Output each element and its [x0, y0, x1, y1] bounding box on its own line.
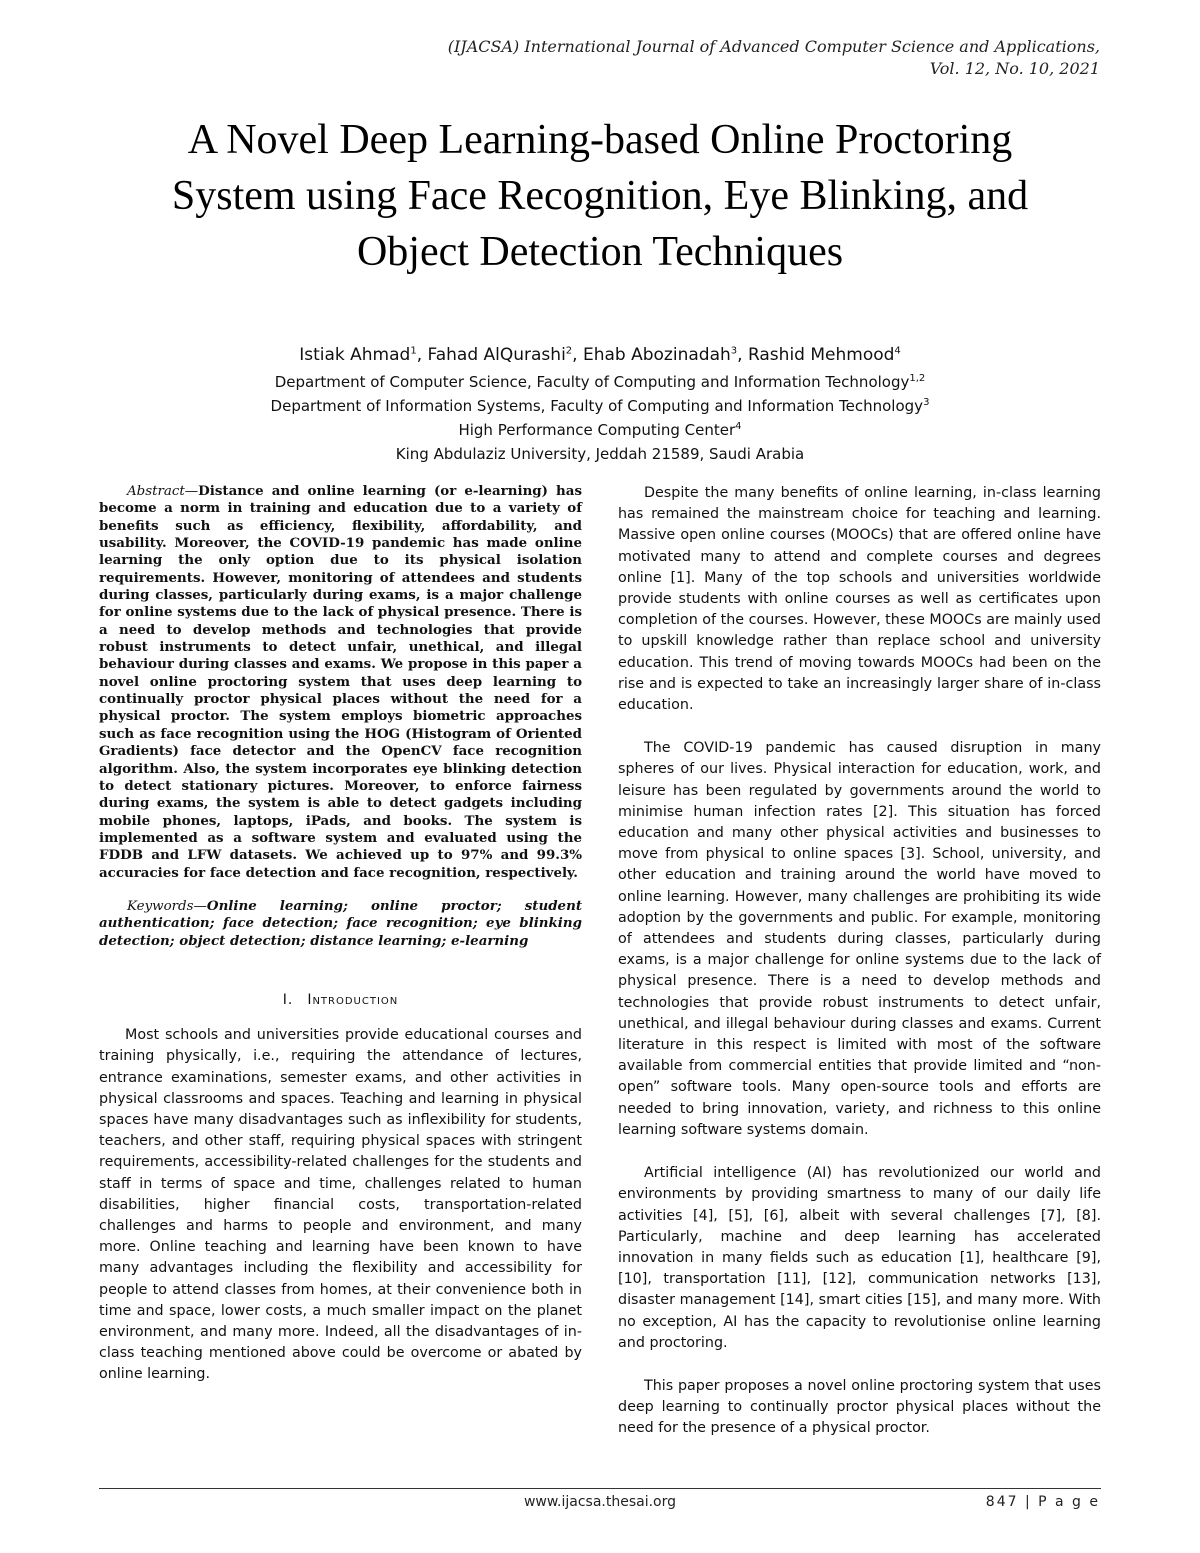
- keywords-text: Online learning; online proctor; student authentication; face detection; face recognition; eye blinking detection; object detection; distance learning; e-learning: [99, 897, 582, 949]
- title-line-2: System using Face Recognition, Eye Blinking, and: [171, 173, 1029, 219]
- section-heading-introduction: [99, 990, 582, 1011]
- author-separator: ,: [737, 345, 748, 365]
- body-paragraph-2: The COVID-19 pandemic has caused disruption in many spheres of our lives. Physical interaction for education, work, and leisure has been regulated by governments around the world to minimise human infection rates [2]. This situation has forced education and many other physical activities and businesses to move from physical to online spaces [3]. School, university, and other education and training around the world have moved to online learning. However, many challenges are prohibiting its wide adoption by the governments and public. For example, monitoring of attendees and students during classes, particularly during exams, is a major challenge for online systems due to the lack of physical presence. There is a need to develop methods and technologies that provide robust instruments to detect unfair, unethical, and illegal behaviour during classes and exams. Current literature in this respect is limited with most of the software available from commercial entities that provide limited and “non-open” software tools. Many open-source tools and efforts are needed to bring innovation, variety, and richness to this online learning software systems domain.: [618, 740, 1101, 1138]
- author-name: Istiak Ahmad: [299, 345, 411, 365]
- footer-divider: [99, 1488, 1101, 1489]
- author-superscript: 1: [410, 345, 417, 357]
- journal-header: [448, 36, 1100, 80]
- right-column: [618, 483, 1101, 1462]
- author-superscript: 4: [894, 345, 901, 357]
- author-list: [100, 340, 1100, 370]
- affiliation-1: [100, 370, 1100, 394]
- left-column: [99, 483, 582, 1408]
- affiliation-text: Department of Computer Science, Faculty of Computing and Information Technology: [274, 373, 910, 391]
- section-title: Introduction: [307, 991, 399, 1008]
- abstract: [99, 483, 582, 882]
- page-number: 847 | P a g e: [985, 1494, 1100, 1510]
- author-name: Rashid Mehmood: [747, 345, 895, 365]
- title-line-1: A Novel Deep Learning-based Online Proctoring: [187, 117, 1013, 163]
- footer-url: www.ijacsa.thesai.org: [523, 1494, 677, 1510]
- affiliation-2: [100, 394, 1100, 418]
- journal-volume: Vol. 12, No. 10, 2021: [929, 59, 1100, 78]
- affiliation-4: King Abdulaziz University, Jeddah 21589, Saudi Arabia: [395, 445, 805, 463]
- body-paragraph-1: Despite the many benefits of online learning, in-class learning has remained the mainstream choice for teaching and learning. Massive open online courses (MOOCs) that are offered online have motivated many to attend and complete courses and degrees online [1]. Many of the top schools and universities worldwide provide students with online courses as well as certificates upon completion of the courses. However, these MOOCs are mainly used to upskill knowledge rather than replace school and university education. This trend of moving towards MOOCs had been on the rise and is expected to take an increasingly larger share of in-class education.: [618, 485, 1101, 714]
- journal-name: (IJACSA) International Journal of Advanced Computer Science and Applications,: [447, 37, 1100, 56]
- section-number: I.: [282, 991, 294, 1008]
- abstract-label: Abstract—: [127, 484, 199, 499]
- body-paragraph-3: Artificial intelligence (AI) has revolutionized our world and environments by providing smartness to many of our daily life activities [4], [5], [6], albeit with several challenges [7], [8]. Particularly, machine and deep learning has accelerated innovation in many fields such as education [1], healthcare [9], [10], transportation [11], [12], communication networks [13], disaster management [14], smart cities [15], and many more. With no exception, AI has the capacity to revolutionise online learning and proctoring.: [618, 1165, 1101, 1351]
- author-separator: ,: [572, 345, 583, 365]
- author-name: Fahad AlQurashi: [427, 345, 566, 365]
- keywords: [99, 898, 582, 950]
- affiliation-superscript: 3: [923, 397, 930, 408]
- author-superscript: 2: [565, 345, 573, 357]
- title-line-3: Object Detection Techniques: [356, 229, 844, 275]
- keywords-label: Keywords—: [127, 898, 207, 914]
- affiliation-text: High Performance Computing Center: [458, 421, 736, 439]
- intro-paragraph-1: Most schools and universities provide educational courses and training physically, i.e., requiring the attendance of lectures, entrance examinations, semester exams, and other activities in physical classrooms and spaces. Teaching and learning in physical spaces have many disadvantages such as inflexibility for students, teachers, and other staff, requiring physical spaces with stringent requirements, accessibility-related challenges for the students and staff in terms of space and time, challenges related to human disabilities, higher financial costs, transportation-related challenges and harms to people and environment, and many more. Online teaching and learning have been known to have many advantages including the flexibility and accessibility for people to attend classes from homes, at their convenience both in time and space, lower costs, a much smaller impact on the planet environment, and many more. Indeed, all the disadvantages of in-class teaching mentioned above could be overcome or abated by online learning.: [99, 1027, 582, 1383]
- author-name: Ehab Abozinadah: [582, 345, 731, 365]
- abstract-text: Distance and online learning (or e-learning) has become a norm in training and education due to a variety of benefits such as efficiency, flexibility, affordability, and usability. Moreover, the COVID-19 pandemic has made online learning the only option due to its physical isolation requirements. However, monitoring of attendees and students during classes, particularly during exams, is a major challenge for online systems due to the lack of physical presence. There is a need to develop methods and technologies that provide robust instruments to detect unfair, unethical, and illegal behaviour during classes and exams. We propose in this paper a novel online proctoring system that uses deep learning to continually proctor physical places without the need for a physical proctor. The system employs biometric approaches such as face recognition using the HOG (Histogram of Oriented Gradients) face detector and the OpenCV face recognition algorithm. Also, the system incorporates eye blinking detection to detect stationary pictures. Moreover, to enforce fairness during exams, the system is able to detect gadgets including mobile phones, laptops, iPads, and books. The system is implemented as a software system and evaluated using the FDDB and LFW datasets. We achieved up to 97% and 99.3% accuracies for face detection and face recognition, respectively.: [99, 483, 582, 881]
- affiliation-superscript: 4: [735, 421, 742, 432]
- affiliation-superscript: 1,2: [909, 373, 926, 384]
- paper-title: [100, 112, 1100, 280]
- affiliation-text: Department of Information Systems, Faculty of Computing and Information Technology: [270, 397, 924, 415]
- author-separator: ,: [416, 345, 428, 365]
- body-paragraph-4: This paper proposes a novel online proctoring system that uses deep learning to continually proctor physical places without the need for the presence of a physical proctor.: [618, 1377, 1101, 1437]
- author-superscript: 3: [730, 345, 738, 357]
- author-block: [100, 340, 1100, 466]
- affiliation-3: [100, 418, 1100, 442]
